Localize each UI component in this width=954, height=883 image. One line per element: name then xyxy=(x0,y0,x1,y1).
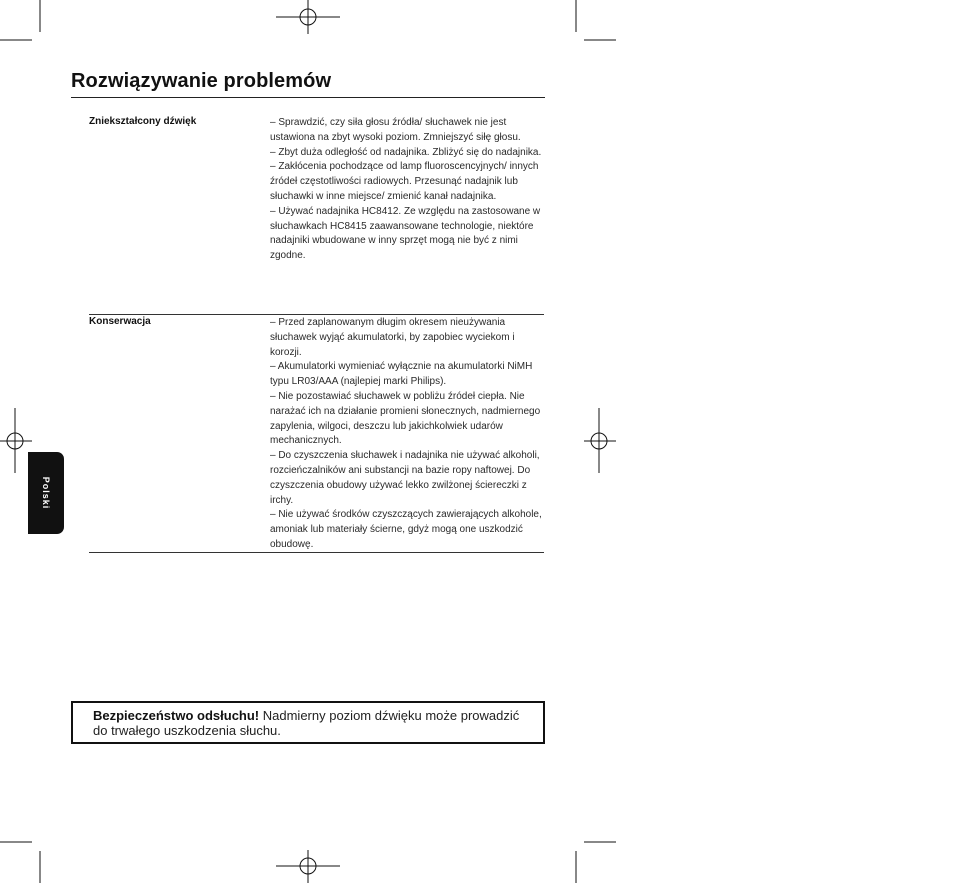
section-label: Konserwacja xyxy=(89,316,151,327)
title-divider xyxy=(71,97,545,98)
list-item: – Akumulatorki wymieniać wyłącznie na akumulatorki NiMH typu LR03/AAA (najlepiej marki Philips). xyxy=(270,361,533,388)
list-item: – Zakłócenia pochodzące od lamp fluoroscencyjnych/ innych źródeł częstotliwości radiowych. Przesunąć nadajnik lub słuchawki w inne miejsce/ zmienić kanał nadajnika. xyxy=(270,161,539,202)
list-item: – Używać nadajnika HC8412. Ze względu na zastosowane w słuchawkach HC8415 zaawansowane technologie, niektóre nadajniki wbudowane w inny sprzęt mogą nie być z nimi zgodne. xyxy=(270,205,541,262)
list-item: – Nie pozostawiać słuchawek w pobliżu źródeł ciepła. Nie narażać ich na działanie promieni słonecznych, nadmiernego zapylenia, wilgoci, deszczu lub jakichkolwiek udarów mechanicznych. xyxy=(270,390,541,447)
section-divider xyxy=(89,314,544,315)
section-body xyxy=(270,316,544,553)
page-title: Rozwiązywanie problemów xyxy=(71,70,332,92)
hearing-safety-box xyxy=(71,701,545,744)
section-body xyxy=(270,116,544,264)
warning-body: Nadmierny poziom dźwięku może prowadzić do trwałego uszkodzenia słuchu. xyxy=(93,708,520,738)
list-item: – Przed zaplanowanym długim okresem nieużywania słuchawek wyjąć akumulatorki, by zapobiec wyciekom i korozji. xyxy=(270,317,515,358)
warning-title: Bezpieczeństwo odsłuchu! xyxy=(93,708,260,723)
list-item: – Zbyt duża odległość od nadajnika. Zbliżyć się do nadajnika. xyxy=(270,146,542,158)
language-tab-label: Polski xyxy=(41,476,51,510)
list-item: – Sprawdzić, czy siła głosu źródła/ słuchawek nie jest ustawiona na zbyt wysoki poziom. Zmniejszyć siłę głosu. xyxy=(270,117,521,143)
list-item: – Do czyszczenia słuchawek i nadajnika nie używać alkoholi, rozcieńczalników ani substancji na bazie ropy naftowej. Do czyszczenia obudowy używać lekko zwilżonej ściereczki z irchy. xyxy=(270,450,540,506)
language-tab xyxy=(28,452,64,534)
list-item: – Nie używać środków czyszczących zawierających alkohole, amoniak lub materiały ścierne, gdyż mogą one uszkodzić obudowę. xyxy=(270,509,542,550)
warning-text xyxy=(93,708,523,738)
section-label: Zniekształcony dźwięk xyxy=(89,116,197,127)
section-divider xyxy=(89,552,544,553)
